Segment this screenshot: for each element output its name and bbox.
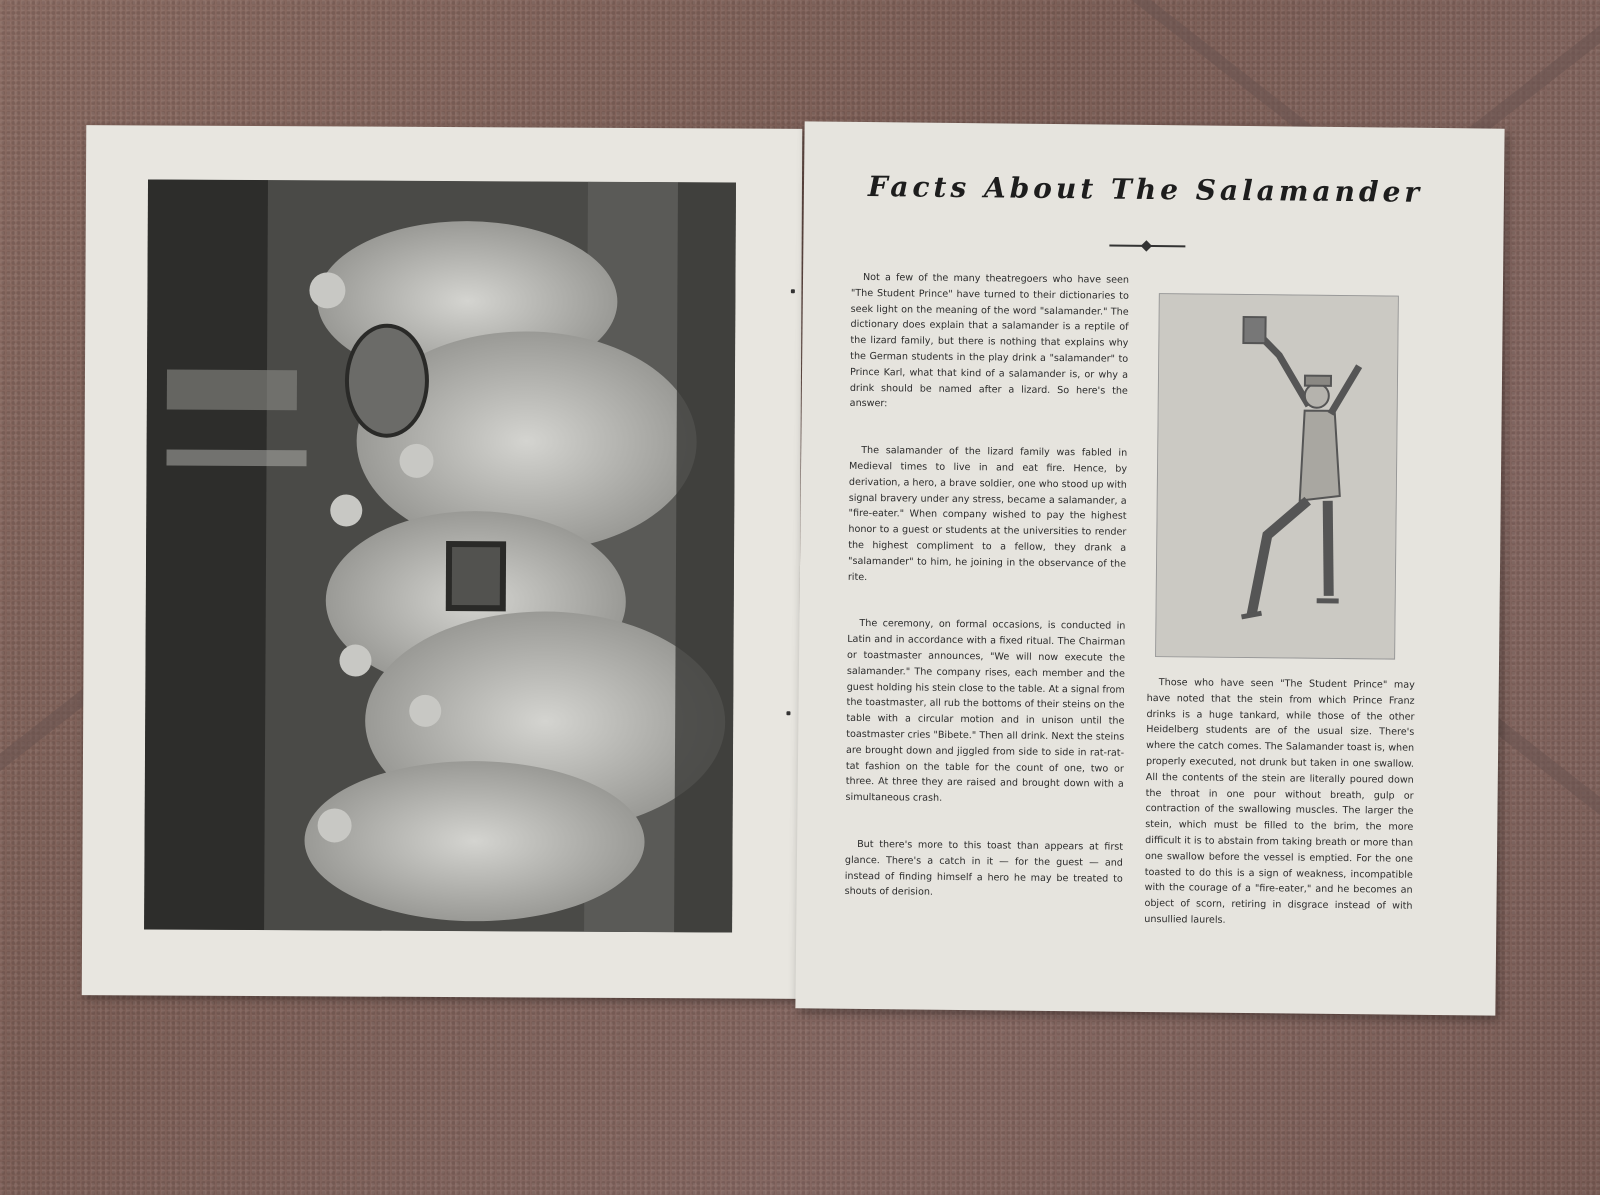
page-title: Facts About The Salamander [867,170,1424,209]
right-page [795,121,1504,1015]
costume-group-photo [144,179,736,932]
section-divider-ornament-icon [1109,245,1185,248]
binding-staple [791,289,795,293]
paragraph: The ceremony, on formal occasions, is conducted in Latin and in accordance with a fixed ritual. The Chairman or toastmaster announces, "We will now execute the salamander." The company rises, each member and the guest holding his stein close to the table. At a signal from the toastmaster, all rub the bottoms of their steins on the table with a circular motion and in unison until the toastmaster cries "Bibete." Then all drink. Next the steins are brought down and jiggled from side to side in rat-rat-tat fashion on the table for the count of one, two or three. At three they are raised and brought down with a simultaneous crash. [845,618,1126,804]
illustration-image [1156,294,1398,658]
article-right-column [1144,675,1415,931]
binding-staple [786,711,790,715]
paragraph: But there's more to this toast than appears at first glance. There's a catch in it — for the guest — and instead of finding himself a hero he may be treated to shouts of derision. [844,838,1124,899]
student-toast-illustration [1155,293,1399,659]
paragraph: Not a few of the many theatregoers who have seen "The Student Prince" have turned to their dictionaries to seek light on the meaning of the word "salamander." The dictionary does explain that a salamander is a reptile of the lizard family, but there is nothing that explains why the German students in the play drink a "salamander" to Prince Karl, what that kind of a salamander is, or why a drink should be named after a lizard. So here's the answer: [849,271,1130,410]
photo-image [144,179,736,932]
paragraph: The salamander of the lizard family was fabled in Medieval times to live in and eat fire. Hence, by derivation, a hero, a brave soldier, one who stood up with signal bravery under any stress, became a salamander, a "fire-eater." When company wished to pay the highest honor to a guest or students at the universities to render the highest compliment to a fellow, they drank a "salamander" to him, he joining in the observance of the rite. [847,445,1128,583]
article-left-column [844,270,1129,934]
paragraph: Those who have seen "The Student Prince" may have noted that the stein from which Prince Franz drinks is a huge tankard, while those of the other Heidelberg students are of the usual size. There's where the catch comes. The Salamander toast is, when properly executed, not drunk but taken in one swallow. All the contents of the stein are literally poured down the throat in one pour without breath, gulp or contraction of the swallowing muscles. The larger the stein, which must be filled to the brim, the more difficult it is to abstain from taking breath or more than one swallow before the vessel is emptied. For the one toasted to do this is a sign of weakness, incompatible with the courage of a "fire-eater," and he becomes an object of scorn, retiring in disgrace instead of with unsullied laurels. [1144,677,1415,926]
left-page [82,125,803,999]
